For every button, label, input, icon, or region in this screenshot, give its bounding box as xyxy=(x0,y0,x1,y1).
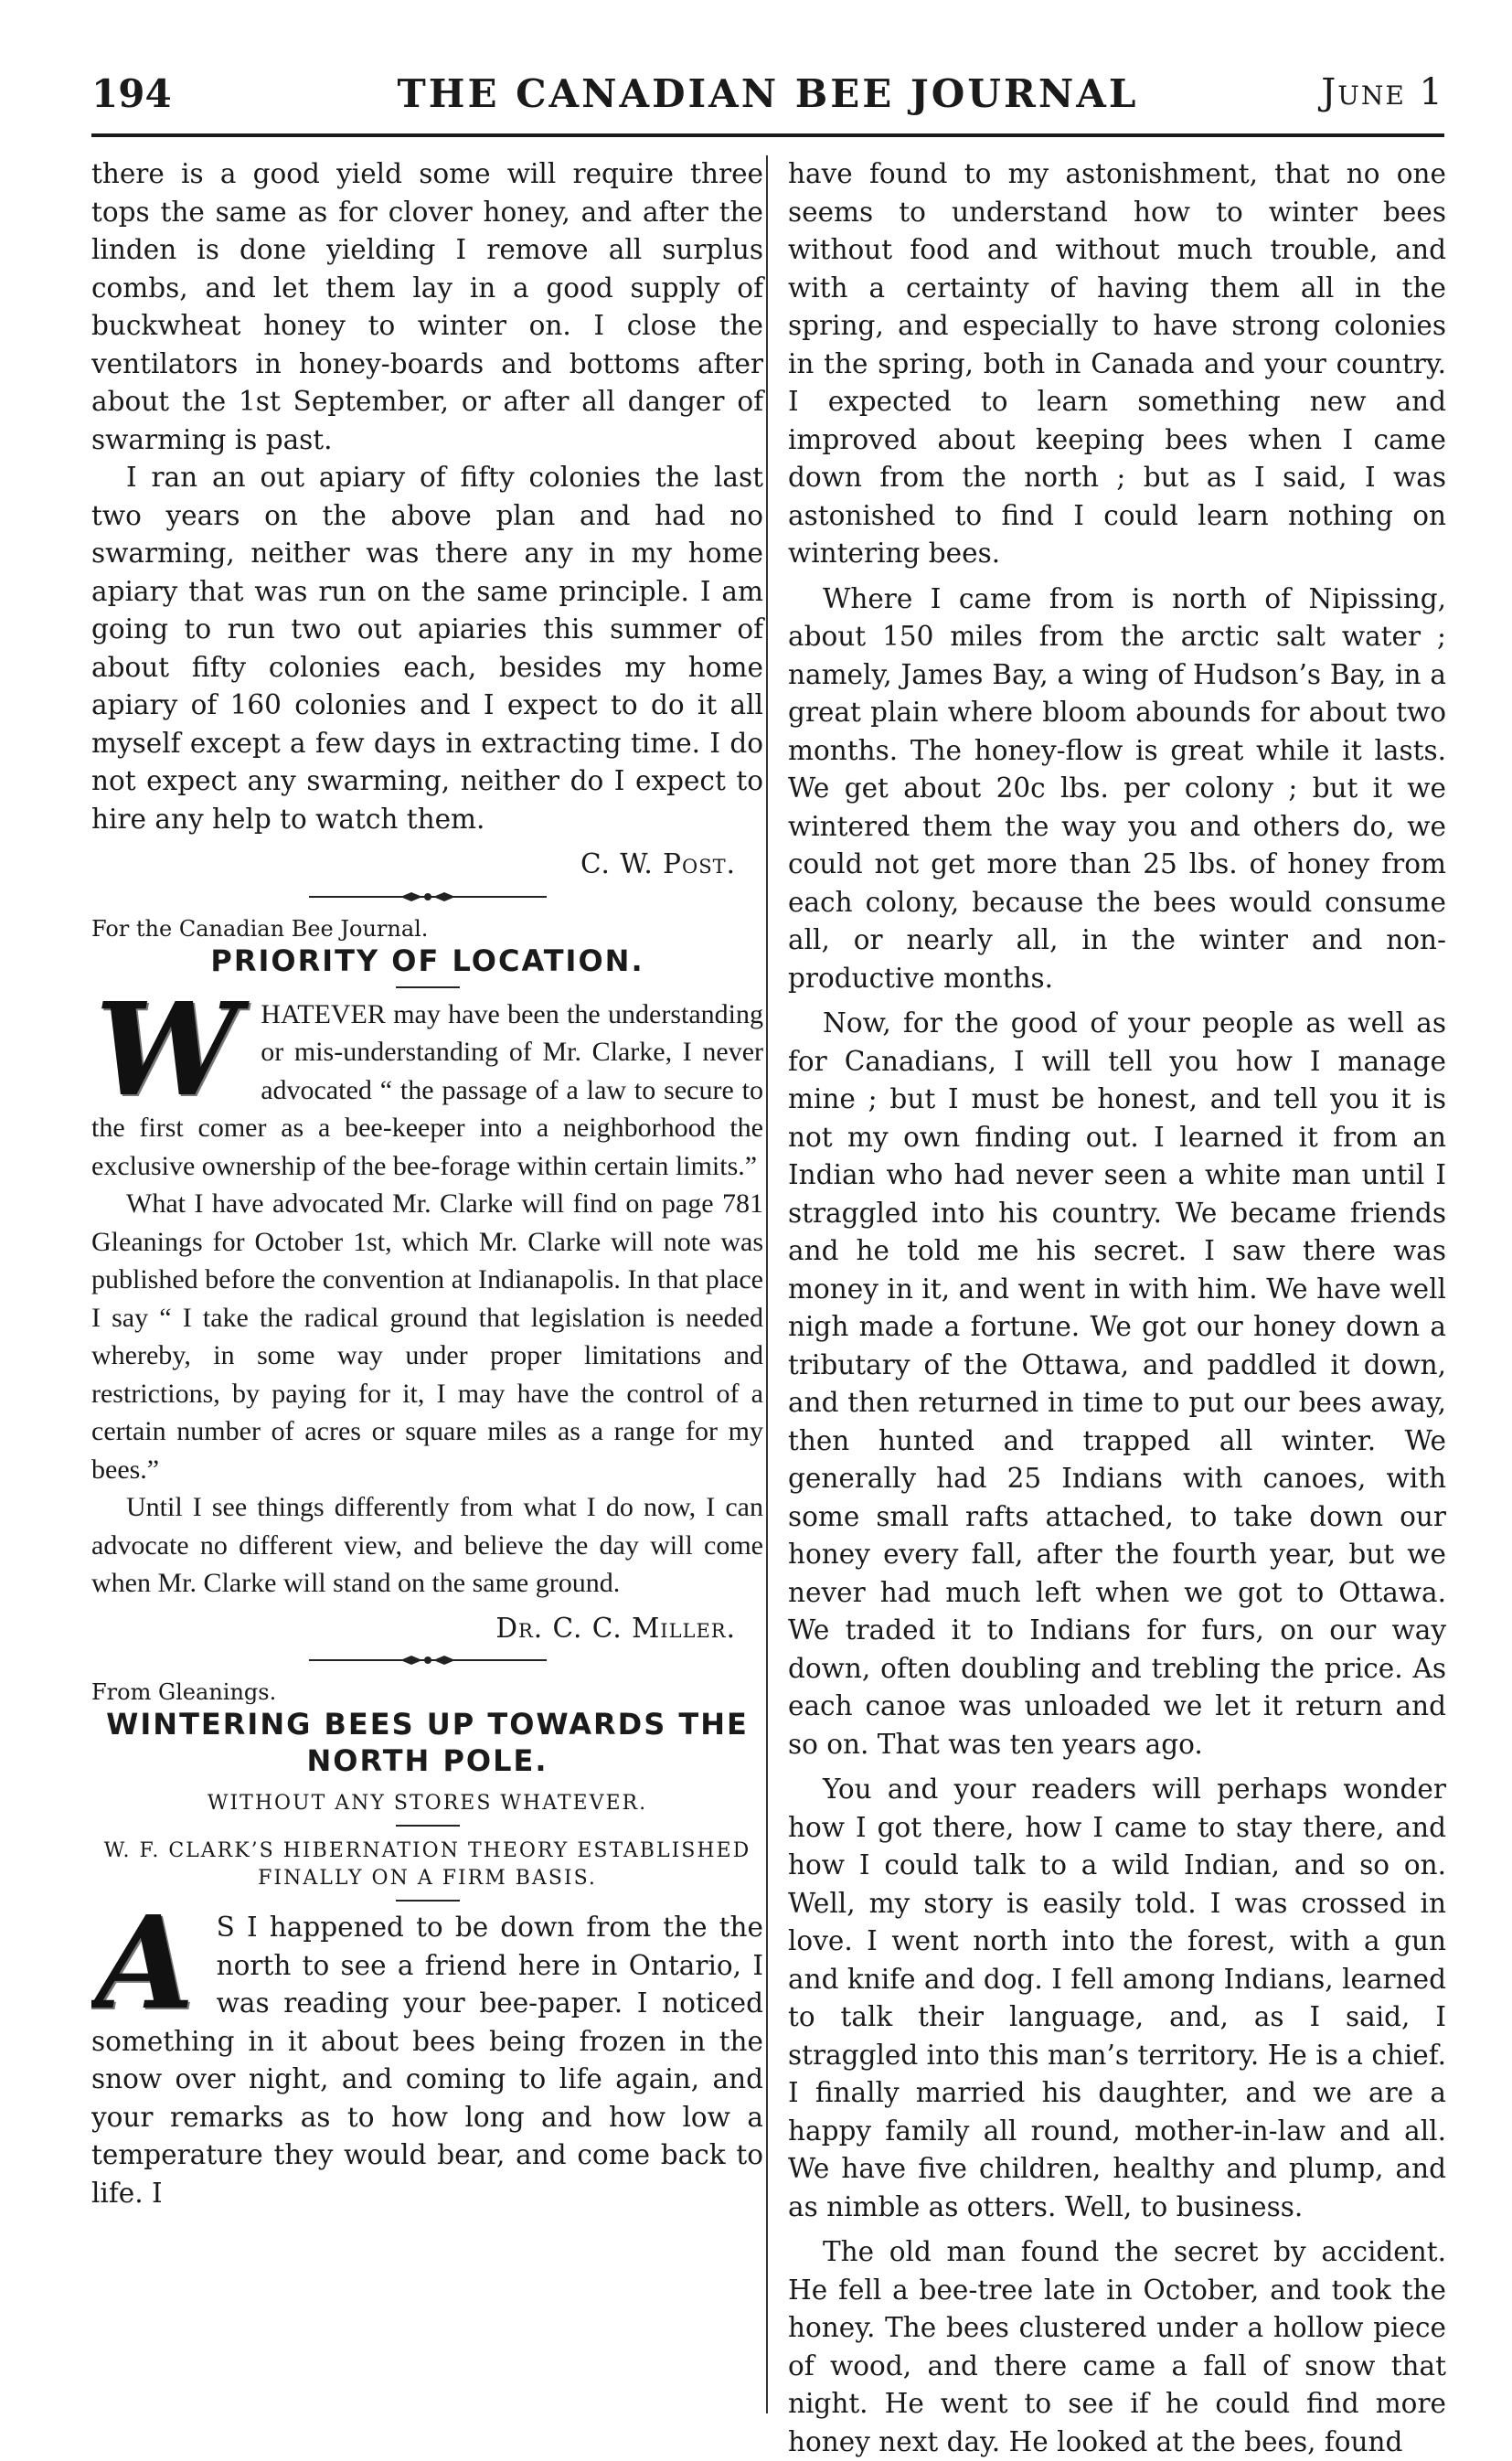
right-paragraph-5: The old man found the secret by accident. He fell a bee-tree late in October, and took the honey. The bees clustered under a hollow piece of wood, and there came a fall of snow that night. He went to see if he could find more honey next day. He looked at the bees, found xyxy=(788,2236,1446,2457)
subhead-rule-2 xyxy=(396,1900,460,1902)
page-number: 194 xyxy=(91,71,172,116)
priority-paragraph-3: Until I see things differently from what I do now, I can advocate no different view, and believe the day will come when Mr. Clarke will stand on the same ground. xyxy=(91,1492,763,1598)
post-paragraph-1: there is a good yield some will require three tops the same as for clover honey, and after the linden is done yielding I remove all surplus combs, and let them lay in a good supply of buckwheat honey to winter on. I close the ventilators in honey-boards and bottoms after about the 1st September, or after all danger of swarming is past. xyxy=(91,158,763,455)
journal-title: THE CANADIAN BEE JOURNAL xyxy=(397,71,1139,116)
right-paragraph-3: Now, for the good of your people as well as for Canadians, I will tell you how I manage mine ; but I must be honest, and tell you it is not my own finding out. I learned it from an Indian who had never seen a white man until I straggled into his country. We became friends and he told me his secret. I saw there was money in it, and went in with him. We have well nigh made a fortune. We got our honey down a tributary of the Ottawa, and paddled it down, and then returned in time to put our bees away, then hunted and trapped all winter. We generally had 25 Indians with canoes, with some small rafts attached, to take down our honey every fall, after the fourth year, but we never had much left when we got to Ottawa. We traded it to Indians for furs, on our way down, often doubling and trebling the price. As each canoe was unloaded we let it return and so on. That was ten years ago. xyxy=(788,1007,1446,1760)
column-divider xyxy=(766,155,768,2413)
right-paragraph-2: Where I came from is north of Nipissing, about 150 miles from the arctic salt water ; namely, James Bay, a wing of Hudson’s Bay, in a great plain where bloom abounds for about two months. The honey-flow is great while it lasts. We get about 20c lbs. per colony ; but it we wintered them the way you and others do, we could not get more than 25 lbs. of honey from each colony, because the bees would consume all, or nearly all, in the winter and non-productive months. xyxy=(788,582,1446,994)
wintering-first-paragraph: S I happened to be down from the the north to see a friend here in Ontario, I was reading your bee-paper. I noticed something in it about bees being frozen in the snow over night, and coming to life again, and your remarks as to how long and how low a temperature they would bear, and come back to life. I xyxy=(91,1912,763,2209)
right-paragraph-1: have found to my astonishment, that no one seems to understand how to winter bees without food and without much trouble, and with a certainty of having them all in the spring, and especially to have strong colonies in the spring, both in Canada and your country. I expected to learn something new and improved about keeping bees when I came down from the north ; but as I said, I was astonished to find I could learn nothing on wintering bees. xyxy=(788,158,1446,569)
wintering-source: From Gleanings. xyxy=(91,1679,277,1705)
priority-source: For the Canadian Bee Journal. xyxy=(91,915,429,942)
right-paragraph-4: You and your readers will perhaps wonder how I got there, how I came to stay there, and how I could talk to a wild Indian, and so on. Well, my story is easily told. I was crossed in love. I went north into the forest, with a gun and knife and dog. I fell among Indians, learned to talk their language, and, as I said, I straggled into this man’s territory. He is a chief. I finally married his daughter, and we are a happy family all round, mother-in-law and all. We have five children, healthy and plump, and as nimble as otters. Well, to business. xyxy=(788,1774,1446,2222)
subhead-rule-1 xyxy=(396,1825,460,1827)
right-column xyxy=(788,155,1446,2461)
left-column xyxy=(91,155,763,2212)
wintering-subhead-1: WITHOUT ANY STORES WHATEVER. xyxy=(207,1792,648,1815)
wintering-article xyxy=(91,1909,763,2212)
header-rule xyxy=(91,133,1444,137)
post-signature: C. W. Post. xyxy=(580,848,736,879)
priority-signature: Dr. C. C. Miller. xyxy=(495,1612,736,1644)
page-header xyxy=(91,71,1444,126)
wintering-subhead-2: W. F. CLARK’S HIBERNATION THEORY ESTABLISHED FINALLY ON A FIRM BASIS. xyxy=(103,1839,751,1890)
dropcap-a: A xyxy=(95,1909,195,2039)
priority-first-paragraph: HATEVER may have been the understanding or mis-understanding of Mr. Clarke, I never advocated “ the passage of a law to secure to the first comer as a bee-keeper into a neighborhood the exclusive ownership of the bee-forage within certain limits.” xyxy=(91,998,763,1181)
section-ornament-2 xyxy=(309,1653,547,1667)
post-paragraph-2: I ran an out apiary of fifty colonies the last two years on the above plan and had no swarming, neither was there any in my home apiary that was run on the same principle. I am going to run two out apiaries this summer of about fifty colonies each, besides my home apiary of 160 colonies and I expect to do it all myself except a few days in extracting time. I do not expect any swarming, neither do I expect to hire any help to watch them. xyxy=(91,462,763,835)
title-rule xyxy=(396,986,460,988)
wintering-title: WINTERING BEES UP TOWARDS THE NORTH POLE. xyxy=(106,1707,749,1778)
dropcap-w: W xyxy=(95,995,240,1125)
priority-paragraph-2: What I have advocated Mr. Clarke will find on page 781 Gleanings for October 1st, which Mr. Clarke will note was published before the convention at Indianapolis. In that place I say “ I take the radical ground that legislation is needed whereby, in some way under proper limitations and restrictions, by paying for it, I may have the control of a certain number of acres or square miles as a range for my bees.” xyxy=(91,1188,763,1485)
priority-article xyxy=(91,996,763,1186)
section-ornament-1 xyxy=(309,890,547,904)
issue-date: June 1 xyxy=(1321,71,1444,113)
priority-title: PRIORITY OF LOCATION. xyxy=(210,943,644,978)
